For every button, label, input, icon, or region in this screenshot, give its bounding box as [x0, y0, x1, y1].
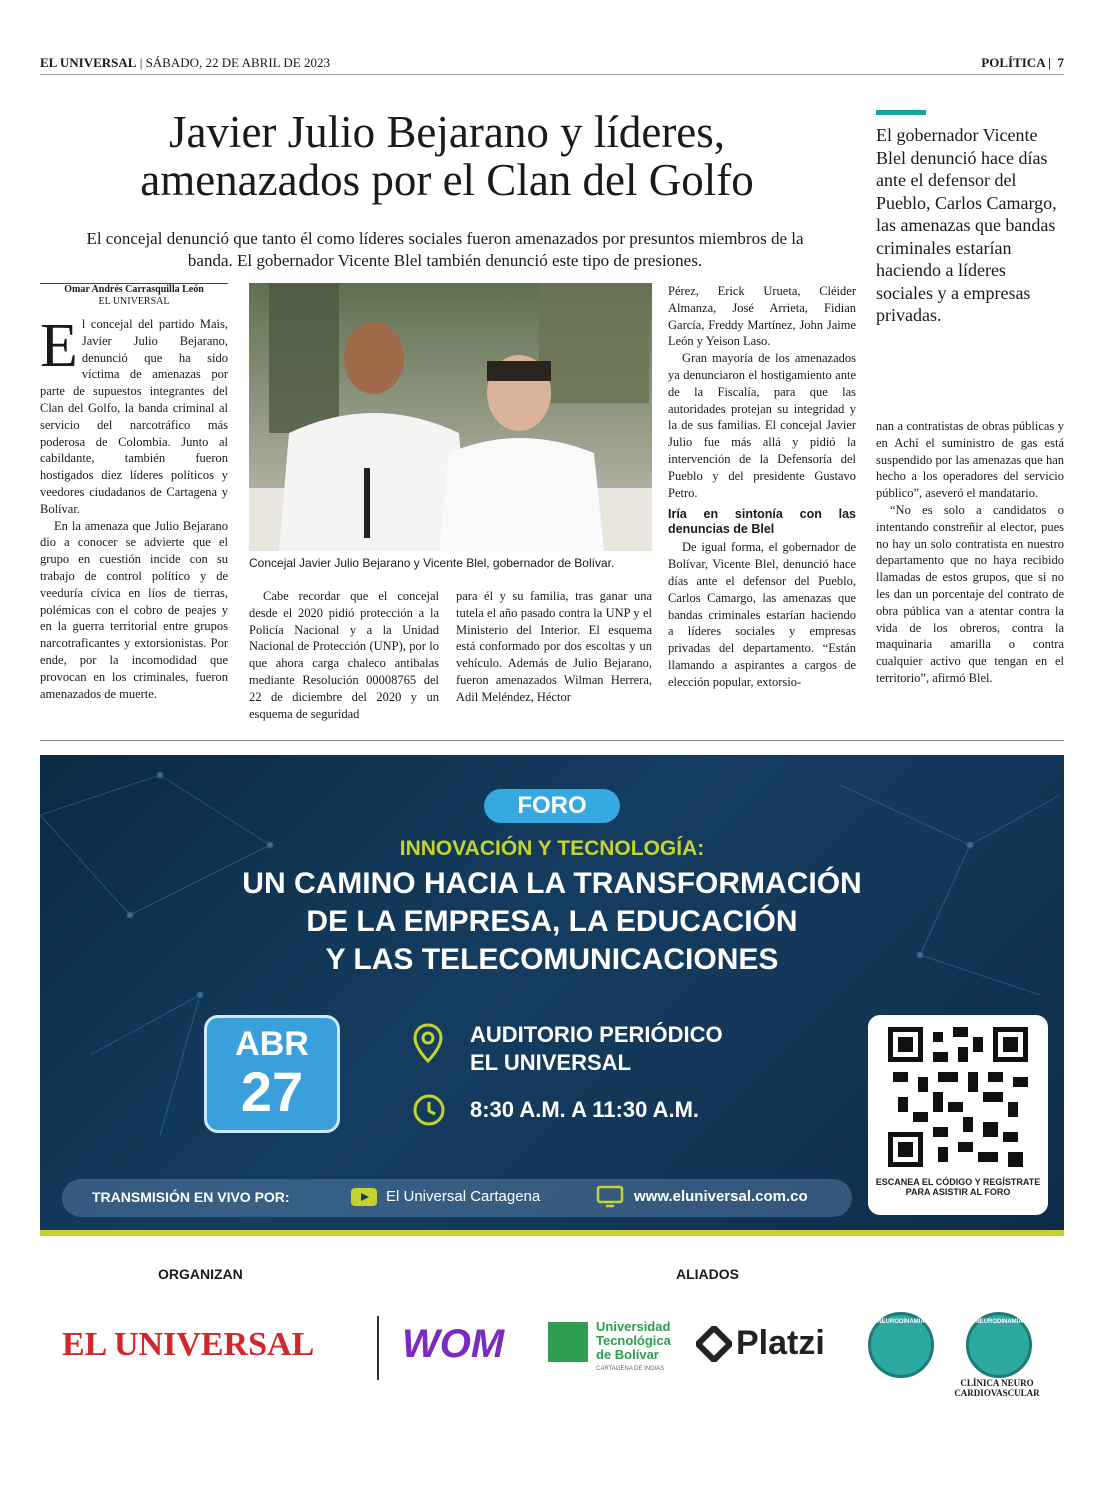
event-time: 8:30 A.M. A 11:30 A.M.: [470, 1097, 700, 1122]
wom-logo: WOM: [402, 1322, 505, 1366]
paragraph-text: l concejal del partido Mais, Javier Julio Bejarano, denunció que ha sido víctima de amenazas por parte de supuestos integrantes del Clan del Golfo, la banda criminal al servicio del narcotráfico más poderosa de Colombia. Junto al cabildante, también fueron hostigados diez líderes políticos y veedores ciudadanos de Cartagena y Bolívar.: [40, 317, 228, 516]
issue-date: SÁBADO, 22 DE ABRIL DE 2023: [145, 55, 330, 70]
paragraph: “No es solo a candidatos o intentando constreñir al elector, pues no hay un solo contratista en nuestro departamento que no haya recibido llamadas de estos grupos, que si no les dan un porcentaje del contrato de obra pública van a atentar contra la vida de los obreros, contra la maquinaria amarilla o contra cualquier activo que tengan en el territorio”, afirmó Blel.: [876, 502, 1064, 685]
utb-line-2: Tecnológica: [596, 1333, 671, 1348]
el-universal-logo: EL UNIVERSAL: [62, 1326, 315, 1363]
paragraph: En la amenaza que Julio Bejarano dio a conocer se advierte que el grupo en cuestión incide con su trabajo de control político y de veeduría cívica en líos de tierras, polémicas con el cobro de peajes y en la guerra territorial entre grupos narcotraficantes y extorsionistas. Por ende, por la incomodidad que provocan en los criminales, fueron amenazados de muerte.: [40, 518, 228, 701]
event-date-box: [204, 1015, 340, 1133]
venue-line-2: EL UNIVERSAL: [470, 1050, 631, 1075]
event-month: ABR: [235, 1025, 309, 1063]
photo-caption: Concejal Javier Julio Bejarano y Vicente Blel, gobernador de Bolívar.: [249, 556, 615, 570]
header-left: EL UNIVERSAL | SÁBADO, 22 DE ABRIL DE 2023: [40, 55, 330, 70]
location-pin-icon: [412, 1023, 444, 1063]
article-column-3: [456, 588, 652, 706]
event-day: 27: [240, 1060, 304, 1123]
page-header: [40, 52, 1064, 75]
pullquote-accent-bar: [876, 110, 926, 115]
article-column-5: [876, 418, 1064, 687]
sponsor-divider: [377, 1316, 379, 1380]
forum-kicker: INNOVACIÓN Y TECNOLOGÍA:: [399, 837, 705, 860]
paragraph: Cabe recordar que el concejal desde el 2020 pidió protección a la Policía Nacional y a la Unidad Nacional de Protección (UNP), por lo que ahora carga chaleco antibalas mediante Resolución 00008765 del 22 de diciembre del 2020 y un esquema de seguridad: [249, 589, 439, 721]
header-right: POLÍTICA | 7: [981, 55, 1064, 70]
youtube-channel[interactable]: El Universal Cartagena: [386, 1188, 541, 1205]
headline-line-2: amenazados por el Clan del Golfo: [140, 155, 754, 205]
qr-code-icon[interactable]: [888, 1027, 1028, 1167]
forum-title: [40, 865, 1064, 979]
website-link[interactable]: www.eluniversal.com.co: [634, 1188, 808, 1205]
article-photo: [249, 283, 652, 551]
clinica-line-2: CARDIOVASCULAR: [954, 1388, 1040, 1398]
youtube-icon: [350, 1187, 378, 1207]
author-org: EL UNIVERSAL: [98, 296, 170, 307]
utb-line-1: Universidad: [596, 1319, 671, 1334]
neurodinamia-logo-2: [966, 1312, 1032, 1378]
platzi-logo-icon: [696, 1326, 732, 1362]
pullquote: El gobernador Vicente Blel denunció hace días ante el defensor del Pueblo, Carlos Camargo, las amenazas que bandas criminales estarían haciendo a líderes sociales y a empresas privadas.: [876, 125, 1057, 325]
article-column-2: [249, 588, 439, 722]
forum-title-line-3: Y LAS TELECOMUNICACIONES: [325, 943, 779, 976]
headline-line-1: Javier Julio Bejarano y líderes,: [168, 107, 726, 157]
paragraph: [40, 312, 228, 518]
platzi-logo-text: Platzi: [736, 1324, 825, 1362]
byline: [40, 283, 228, 310]
paragraph: para él y su familia, tras ganar una tutela el año pasado contra la UNP y el Ministerio del Interior. El esquema está conformado por dos escoltas y un vehículo. Además de Julio Bejarano, fueron amenazados Wilman Herrera, Adil Meléndez, Héctor: [456, 589, 652, 704]
clinica-line-1: CLÍNICA NEURO: [960, 1378, 1034, 1388]
venue-line-1: AUDITORIO PERIÓDICO: [470, 1022, 723, 1047]
neurodinamia-logo-1: [868, 1312, 934, 1378]
neurodinamia-2-text: NEURODINAMIA: [975, 1319, 1023, 1325]
clock-icon: [412, 1093, 446, 1127]
paper-name: EL UNIVERSAL: [40, 55, 137, 70]
utb-logo-mark: [548, 1322, 588, 1362]
monitor-icon: [596, 1185, 624, 1209]
dropcap: E: [40, 312, 78, 380]
utb-city: CARTAGENA DE INDIAS: [596, 1366, 665, 1372]
utb-logo-text: [596, 1320, 671, 1376]
paragraph: nan a contratistas de obras públicas y en Achí el suministro de gas está suspendido por las amenazas que han hecho a los operadores del servicio público”, aseveró el mandatario.: [876, 419, 1064, 501]
photo-illustration: [249, 283, 652, 551]
section-subtitle: Iría en sintonía con las denuncias de Blel: [668, 507, 856, 537]
event-venue: [470, 1021, 830, 1077]
foro-badge: FORO: [484, 789, 620, 823]
utb-line-3: de Bolívar: [596, 1347, 659, 1362]
qr-caption: ESCANEA EL CÓDIGO Y REGÍSTRATE PARA ASISTIR AL FORO: [875, 1177, 1041, 1197]
paragraph: Pérez, Erick Urueta, Cléider Almanza, José Arrieta, Fidian García, Freddy Martínez, John Jaime León y Yeison Laso.: [668, 284, 856, 349]
paragraph: Gran mayoría de los amenazados ya denunciaron el hostigamiento ante de la Fiscalía, para que las autoridades protejan su integridad y la de sus familias. El concejal Javier Julio fue más allá y pidió la intervención de la Defensoría del Pueblo y del presidente Gustavo Petro.: [668, 351, 856, 500]
subhead: El concejal denunció que tanto él como líderes sociales fueron amenazados por presuntos miembros de la banda. El gobernador Vicente Blel también denunció este tipo de presiones.: [86, 229, 804, 270]
author-name: Omar Andrés Carrasquilla León: [64, 284, 204, 295]
forum-advertisement: [40, 755, 1064, 1236]
qr-card: [868, 1015, 1048, 1215]
section-divider: [40, 740, 1064, 741]
article-column-4: [668, 283, 856, 691]
forum-title-line-1: UN CAMINO HACIA LA TRANSFORMACIÓN: [242, 867, 862, 900]
forum-title-line-2: DE LA EMPRESA, LA EDUCACIÓN: [306, 905, 798, 938]
clinica-label: [950, 1378, 1044, 1398]
paragraph: De igual forma, el gobernador de Bolívar, Vicente Blel, denunció hace días ante el defensor del Pueblo, Carlos Camargo, las amenazas que bandas criminales estarían haciendo a líderes sociales y empresas privadas del departamento. “Están llamando a aspirantes a cargos de elección popular, extorsio-: [668, 540, 856, 689]
live-label: TRANSMISIÓN EN VIVO POR:: [92, 1189, 290, 1205]
article-column-1: [40, 312, 228, 702]
page-number: 7: [1057, 55, 1064, 70]
neurodinamia-1-text: NEURODINAMIA: [877, 1319, 925, 1325]
organizan-label: ORGANIZAN: [158, 1266, 243, 1282]
headline: [40, 108, 854, 204]
aliados-label: ALIADOS: [676, 1266, 739, 1282]
section-name: POLÍTICA: [981, 55, 1045, 70]
